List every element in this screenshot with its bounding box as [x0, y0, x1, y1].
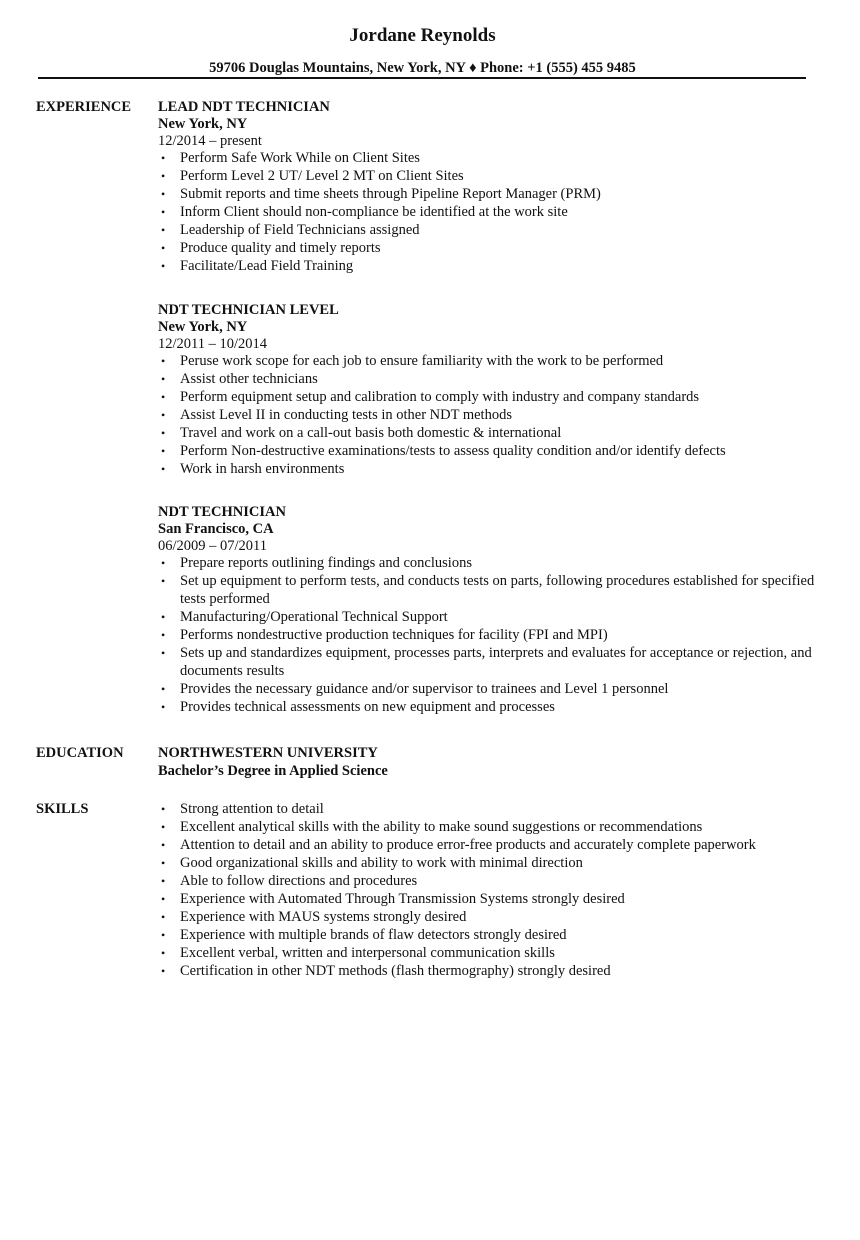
- job-title: LEAD NDT TECHNICIAN: [158, 99, 330, 115]
- skill-item: [158, 908, 818, 926]
- duty-text: Work in harsh environments: [180, 461, 345, 477]
- section-label-experience: EXPERIENCE: [36, 99, 132, 115]
- bullet-icon: •: [161, 682, 166, 696]
- bullet-icon: •: [161, 372, 166, 386]
- duty-item: [158, 698, 818, 716]
- skill-item: [158, 836, 818, 854]
- duty-text: Produce quality and timely reports: [180, 240, 381, 256]
- duty-text: Inform Client should non-compliance be identified at the work site: [180, 204, 568, 220]
- job-entry: [158, 301, 818, 478]
- duty-text: Perform Level 2 UT/ Level 2 MT on Client Sites: [180, 168, 464, 184]
- duty-item: [158, 406, 818, 424]
- skills-entry: [158, 800, 818, 980]
- duty-item: [158, 388, 818, 406]
- skill-item: [158, 854, 818, 872]
- duty-item: [158, 554, 818, 572]
- job-location: New York, NY: [158, 116, 248, 132]
- duty-item: [158, 239, 818, 257]
- duty-text: Sets up and standardizes equipment, processes parts, interprets and evaluates for acceptance or rejection, and documents results: [180, 645, 812, 679]
- section-label-education: EDUCATION: [36, 745, 124, 761]
- duty-item: [158, 442, 818, 460]
- duty-item: [158, 257, 818, 275]
- bullet-icon: •: [161, 574, 166, 588]
- bullet-icon: •: [161, 426, 166, 440]
- bullet-icon: •: [161, 390, 166, 404]
- job-duties: [158, 352, 818, 478]
- skill-text: Attention to detail and an ability to produce error-free products and accurately complete paperwork: [180, 837, 756, 853]
- duty-text: Manufacturing/Operational Technical Support: [180, 609, 448, 625]
- duty-text: Perform equipment setup and calibration to comply with industry and company standards: [180, 389, 700, 405]
- skill-item: [158, 890, 818, 908]
- header-divider: [38, 77, 806, 79]
- duty-text: Prepare reports outlining findings and conclusions: [180, 555, 472, 571]
- duty-text: Peruse work scope for each job to ensure familiarity with the work to be performed: [180, 353, 664, 369]
- skill-text: Experience with MAUS systems strongly desired: [180, 909, 467, 925]
- candidate-name: Jordane Reynolds: [349, 25, 496, 46]
- bullet-icon: •: [161, 856, 166, 870]
- bullet-icon: •: [161, 874, 166, 888]
- duty-item: [158, 167, 818, 185]
- job-duties: [158, 149, 818, 275]
- degree-name: Bachelor’s Degree in Applied Science: [158, 763, 388, 779]
- skill-text: Good organizational skills and ability to work with minimal direction: [180, 855, 583, 871]
- bullet-icon: •: [161, 892, 166, 906]
- bullet-icon: •: [161, 462, 166, 476]
- bullet-icon: •: [161, 928, 166, 942]
- skill-item: [158, 944, 818, 962]
- bullet-icon: •: [161, 556, 166, 570]
- job-dates: 12/2014 – present: [158, 133, 262, 149]
- bullet-icon: •: [161, 910, 166, 924]
- duty-text: Performs nondestructive production techniques for facility (FPI and MPI): [180, 627, 608, 643]
- bullet-icon: •: [161, 205, 166, 219]
- bullet-icon: •: [161, 408, 166, 422]
- skill-text: Excellent analytical skills with the ability to make sound suggestions or recommendations: [180, 819, 703, 835]
- duty-item: [158, 644, 818, 680]
- bullet-icon: •: [161, 802, 166, 816]
- duty-item: [158, 185, 818, 203]
- job-location: New York, NY: [158, 319, 248, 335]
- skill-text: Strong attention to detail: [180, 801, 324, 817]
- job-dates: 06/2009 – 07/2011: [158, 538, 268, 554]
- job-title: NDT TECHNICIAN LEVEL: [158, 302, 339, 318]
- duty-text: Facilitate/Lead Field Training: [180, 258, 354, 274]
- skill-text: Excellent verbal, written and interpersonal communication skills: [180, 945, 555, 961]
- bullet-icon: •: [161, 628, 166, 642]
- skill-item: [158, 818, 818, 836]
- duty-item: [158, 424, 818, 442]
- duty-item: [158, 572, 818, 608]
- duty-item: [158, 352, 818, 370]
- contact-line: 59706 Douglas Mountains, New York, NY ♦ Phone: +1 (555) 455 9485: [209, 60, 636, 76]
- job-duties: [158, 554, 818, 716]
- skill-text: Certification in other NDT methods (flash thermography) strongly desired: [180, 963, 611, 979]
- bullet-icon: •: [161, 223, 166, 237]
- duty-text: Provides technical assessments on new equipment and processes: [180, 699, 555, 715]
- duty-text: Assist Level II in conducting tests in other NDT methods: [180, 407, 512, 423]
- skill-text: Able to follow directions and procedures: [180, 873, 418, 889]
- duty-item: [158, 221, 818, 239]
- duty-item: [158, 370, 818, 388]
- bullet-icon: •: [161, 646, 166, 660]
- duty-text: Leadership of Field Technicians assigned: [180, 222, 420, 238]
- job-location: San Francisco, CA: [158, 521, 274, 537]
- duty-text: Provides the necessary guidance and/or supervisor to trainees and Level 1 personnel: [180, 681, 669, 697]
- bullet-icon: •: [161, 964, 166, 978]
- bullet-icon: •: [161, 241, 166, 255]
- bullet-icon: •: [161, 151, 166, 165]
- duty-item: [158, 680, 818, 698]
- bullet-icon: •: [161, 354, 166, 368]
- bullet-icon: •: [161, 187, 166, 201]
- duty-text: Submit reports and time sheets through Pipeline Report Manager (PRM): [180, 186, 601, 202]
- bullet-icon: •: [161, 946, 166, 960]
- skill-text: Experience with Automated Through Transmission Systems strongly desired: [180, 891, 625, 907]
- job-entry: [158, 503, 818, 716]
- job-entry: [158, 98, 818, 275]
- duty-text: Set up equipment to perform tests, and conducts tests on parts, following procedures established for specified tests performed: [180, 573, 815, 607]
- duty-text: Perform Safe Work While on Client Sites: [180, 150, 420, 166]
- skill-item: [158, 800, 818, 818]
- skills-list: [158, 800, 818, 980]
- bullet-icon: •: [161, 820, 166, 834]
- bullet-icon: •: [161, 169, 166, 183]
- bullet-icon: •: [161, 259, 166, 273]
- school-name: NORTHWESTERN UNIVERSITY: [158, 745, 378, 761]
- bullet-icon: •: [161, 838, 166, 852]
- skill-item: [158, 926, 818, 944]
- bullet-icon: •: [161, 700, 166, 714]
- education-entry: [158, 744, 818, 781]
- skill-item: [158, 872, 818, 890]
- duty-text: Assist other technicians: [180, 371, 318, 387]
- job-dates: 12/2011 – 10/2014: [158, 336, 268, 352]
- duty-text: Travel and work on a call-out basis both domestic & international: [180, 425, 562, 441]
- duty-text: Perform Non-destructive examinations/tests to assess quality condition and/or identify defects: [180, 443, 726, 459]
- bullet-icon: •: [161, 444, 166, 458]
- section-label-skills: SKILLS: [36, 801, 89, 817]
- skill-text: Experience with multiple brands of flaw detectors strongly desired: [180, 927, 567, 943]
- job-title: NDT TECHNICIAN: [158, 504, 286, 520]
- bullet-icon: •: [161, 610, 166, 624]
- duty-item: [158, 626, 818, 644]
- duty-item: [158, 460, 818, 478]
- duty-item: [158, 203, 818, 221]
- duty-item: [158, 149, 818, 167]
- duty-item: [158, 608, 818, 626]
- skill-item: [158, 962, 818, 980]
